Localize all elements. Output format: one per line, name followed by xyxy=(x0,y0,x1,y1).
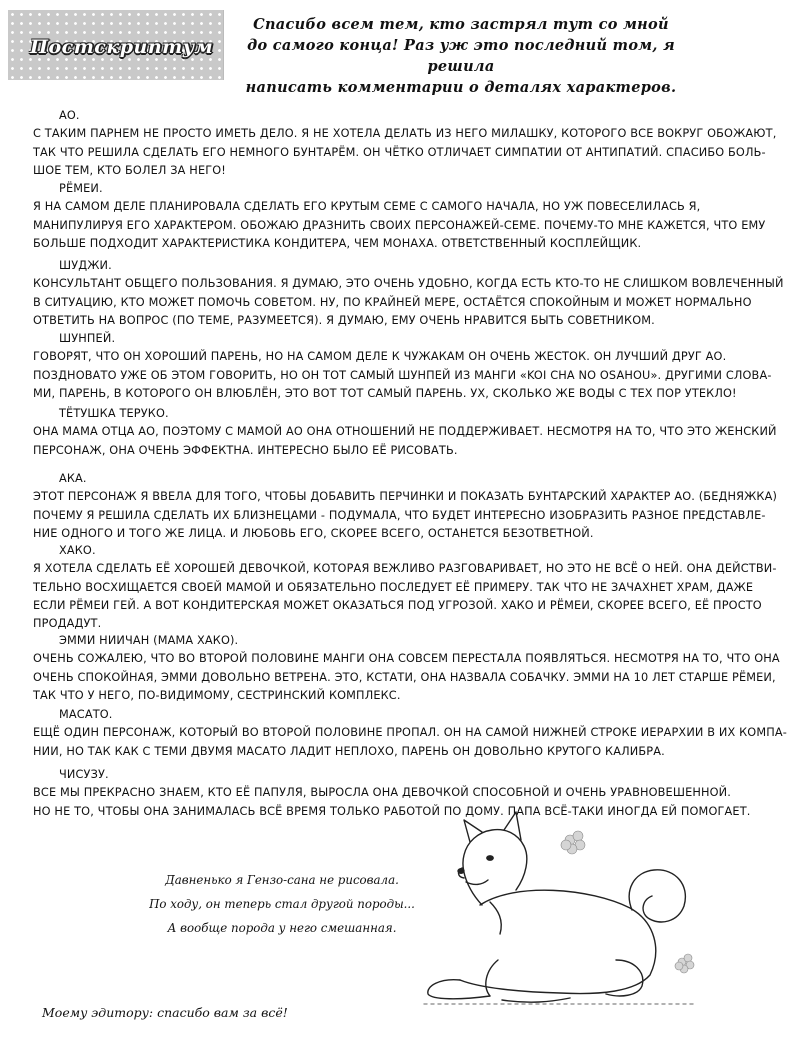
section-line: МИ, ПАРЕНЬ, В КОТОРОГО ОН ВЛЮБЛЁН, ЭТО ВОТ ТОТ САМЫЙ ПАРЕНЬ. УХ, СКОЛЬКО ЖЕ ВОДЫ С ТЕХ ПОР УТЕКЛО! xyxy=(33,386,737,400)
section-line: В СИТУАЦИЮ, КТО МОЖЕТ ПОМОЧЬ СОВЕТОМ. НУ, ПО КРАЙНЕЙ МЕРЕ, ОСТАЁТСЯ СПОКОЙНЫМ И МОЖЕТ НОРМАЛЬНО xyxy=(33,295,752,309)
character-section-ryomei xyxy=(33,180,766,253)
section-line: ПОЧЕМУ Я РЕШИЛА СДЕЛАТЬ ИХ БЛИЗНЕЦАМИ - ПОДУМАЛА, ЧТО БУДЕТ ИНТЕРЕСНО ИЗОБРАЗИТЬ РАЗНОЕ ПРЕДСТАВЛЕ- xyxy=(33,508,766,522)
dog-illustration xyxy=(420,810,700,1010)
page-title: Постскриптум xyxy=(30,36,214,58)
section-line: ЭТОТ ПЕРСОНАЖ Я ВВЕЛА ДЛЯ ТОГО, ЧТОБЫ ДОБАВИТЬ ПЕРЧИНКИ И ПОКАЗАТЬ БУНТАРСКИЙ ХАРАКТЕР АО. (БЕДНЯЖКА) xyxy=(33,490,778,504)
thanks-line: написать комментарии о деталях характеров. xyxy=(245,79,677,96)
thanks-note xyxy=(232,14,690,98)
section-heading: ХАКО. xyxy=(59,544,96,557)
section-heading: ШУДЖИ. xyxy=(59,259,112,272)
character-section-hako xyxy=(33,542,777,633)
section-line: МАНИПУЛИРУЯ ЕГО ХАРАКТЕРОМ. ОБОЖАЮ ДРАЗНИТЬ СВОИХ ПЕРСОНАЖЕЙ-СЕМЕ. ПОЧЕМУ-ТО МНЕ КАЖЕТСЯ, ЧТО ЕМУ xyxy=(33,218,766,232)
section-line: ПЕРСОНАЖ, ОНА ОЧЕНЬ ЭФФЕКТНА. ИНТЕРЕСНО БЫЛО ЕЁ РИСОВАТЬ. xyxy=(33,443,458,457)
section-line: ШОЕ ТЕМ, КТО БОЛЕЛ ЗА НЕГО! xyxy=(33,163,226,177)
character-section-teruko xyxy=(33,405,777,460)
section-line: ТАК ЧТО У НЕГО, ПО-ВИДИМОМУ, СЕСТРИНСКИЙ КОМПЛЕКС. xyxy=(33,688,401,702)
character-section-masato xyxy=(33,706,787,761)
dog-caption-line: Давненько я Гензо-сана не рисовала. xyxy=(165,873,399,887)
section-line: ОЧЕНЬ СОЖАЛЕЮ, ЧТО ВО ВТОРОЙ ПОЛОВИНЕ МАНГИ ОНА СОВСЕМ ПЕРЕСТАЛА ПОЯВЛЯТЬСЯ. НЕСМОТРЯ НА ТО, ЧТО ОНА xyxy=(33,652,780,666)
section-line: ОЧЕНЬ СПОКОЙНАЯ, ЭММИ ДОВОЛЬНО ВЕТРЕНА. ЭТО, КСТАТИ, ОНА НАЗВАЛА СОБАЧКУ. ЭММИ НА 10 ЛЕТ СТАРШЕ РЁМЕИ, xyxy=(33,670,776,684)
section-line: ПРОДАДУТ. xyxy=(33,617,102,631)
section-heading: ШУНПЕЙ. xyxy=(59,332,116,345)
title-banner xyxy=(8,10,224,80)
character-section-ao xyxy=(33,107,777,180)
section-line: Я НА САМОМ ДЕЛЕ ПЛАНИРОВАЛА СДЕЛАТЬ ЕГО КРУТЫМ СЕМЕ С САМОГО НАЧАЛА, НО УЖ ПОВЕСЕЛИЛАСЬ Я, xyxy=(33,200,701,214)
section-line: ВСЕ МЫ ПРЕКРАСНО ЗНАЕМ, КТО ЕЁ ПАПУЛЯ, ВЫРОСЛА ОНА ДЕВОЧКОЙ СПОСОБНОЙ И ОЧЕНЬ УРАВНОВЕШЕННОЙ. xyxy=(33,786,732,800)
section-heading: МАСАТО. xyxy=(59,708,113,721)
section-line: НИИ, НО ТАК КАК С ТЕМИ ДВУМЯ МАСАТО ЛАДИТ НЕПЛОХО, ПАРЕНЬ ОН ДОВОЛЬНО КРУТОГО КАЛИБРА. xyxy=(33,744,665,758)
character-section-shunpei xyxy=(33,330,772,403)
dog-caption xyxy=(148,868,416,940)
thanks-line: до самого конца! Раз уж это последний том, я решила xyxy=(247,37,675,75)
section-heading: ТЁТУШКА ТЕРУКО. xyxy=(59,407,169,420)
section-line: ПОЗДНОВАТО УЖЕ ОБ ЭТОМ ГОВОРИТЬ, НО ОН ТОТ САМЫЙ ШУНПЕЙ ИЗ МАНГИ «KOI CHA NO OSAHOU». ДРУГИМИ СЛОВА- xyxy=(33,368,772,382)
section-heading: АО. xyxy=(59,109,80,122)
section-line: ТЕЛЬНО ВОСХИЩАЕТСЯ СВОЕЙ МАМОЙ И ОБЯЗАТЕЛЬНО ПОСЛЕДУЕТ ЕЁ ПРИМЕРУ. ТАК ЧТО НЕ ЗАЧАХНЕТ ХРАМ, ДАЖЕ xyxy=(33,580,754,594)
thanks-line: Спасибо всем тем, кто застрял тут со мной xyxy=(253,16,669,33)
character-section-shuji xyxy=(33,257,784,330)
editor-note: Моему эдитору: спасибо вам за всё! xyxy=(42,1005,288,1020)
section-line: ТАК ЧТО РЕШИЛА СДЕЛАТЬ ЕГО НЕМНОГО БУНТАРЁМ. ОН ЧЁТКО ОТЛИЧАЕТ СИМПАТИИ ОТ АНТИПАТИЙ. СПАСИБО БОЛЬ- xyxy=(33,145,766,159)
section-line: БОЛЬШЕ ПОДХОДИТ ХАРАКТЕРИСТИКА КОНДИТЕРА, ЧЕМ МОНАХА. ОТВЕТСТВЕННЫЙ КОСПЛЕЙЩИК. xyxy=(33,236,642,250)
section-heading: ЭММИ НИИЧАН (МАМА ХАКО). xyxy=(59,634,239,647)
section-line: НО НЕ ТО, ЧТОБЫ ОНА ЗАНИМАЛАСЬ ВСЁ ВРЕМЯ ТОЛЬКО РАБОТОЙ ПО ДОМУ. ПАПА ВСЁ-ТАКИ ИНОГДА ЕЙ ПОМОГАЕТ. xyxy=(33,804,751,818)
character-section-aka xyxy=(33,470,778,543)
section-line: С ТАКИМ ПАРНЕМ НЕ ПРОСТО ИМЕТЬ ДЕЛО. Я НЕ ХОТЕЛА ДЕЛАТЬ ИЗ НЕГО МИЛАШКУ, КОТОРОГО ВСЕ ВОКРУГ ОБОЖАЮТ, xyxy=(33,127,777,141)
section-heading: РЁМЕИ. xyxy=(59,182,103,195)
section-line: ЕЩЁ ОДИН ПЕРСОНАЖ, КОТОРЫЙ ВО ВТОРОЙ ПОЛОВИНЕ ПРОПАЛ. ОН НА САМОЙ НИЖНЕЙ СТРОКЕ ИЕРАРХИИ В ИХ КОМПА- xyxy=(33,726,787,740)
section-line: ОНА МАМА ОТЦА АО, ПОЭТОМУ С МАМОЙ АО ОНА ОТНОШЕНИЙ НЕ ПОДДЕРЖИВАЕТ. НЕСМОТРЯ НА ТО, ЧТО ЭТО ЖЕНСКИЙ xyxy=(33,425,777,439)
character-section-emmi xyxy=(33,632,780,705)
section-line: Я ХОТЕЛА СДЕЛАТЬ ЕЁ ХОРОШЕЙ ДЕВОЧКОЙ, КОТОРАЯ ВЕЖЛИВО РАЗГОВАРИВАЕТ, НО ЭТО НЕ ВСЁ О НЕЙ. ОНА ДЕЙСТВИ- xyxy=(33,562,777,576)
section-heading: ЧИСУЗУ. xyxy=(59,768,109,781)
section-line: КОНСУЛЬТАНТ ОБЩЕГО ПОЛЬЗОВАНИЯ. Я ДУМАЮ, ЭТО ОЧЕНЬ УДОБНО, КОГДА ЕСТЬ КТО-ТО НЕ СЛИШКОМ ВОВЛЕЧЕННЫЙ xyxy=(33,277,784,291)
section-heading: АКА. xyxy=(59,472,87,485)
section-line: ОТВЕТИТЬ НА ВОПРОС (ПО ТЕМЕ, РАЗУМЕЕТСЯ). Я ДУМАЮ, ЕМУ ОЧЕНЬ НРАВИТСЯ БЫТЬ СОВЕТНИКОМ. xyxy=(33,313,655,327)
dog-caption-line: По ходу, он теперь стал другой породы... xyxy=(149,897,415,911)
dog-caption-line: А вообще порода у него смешанная. xyxy=(167,921,397,935)
section-line: ЕСЛИ РЁМЕИ ГЕЙ. А ВОТ КОНДИТЕРСКАЯ МОЖЕТ ОКАЗАТЬСЯ ПОД УГРОЗОЙ. ХАКО И РЁМЕИ, СКОРЕЕ ВСЕГО, ЕЁ ПРОСТО xyxy=(33,598,762,612)
section-line: ГОВОРЯТ, ЧТО ОН ХОРОШИЙ ПАРЕНЬ, НО НА САМОМ ДЕЛЕ К ЧУЖАКАМ ОН ОЧЕНЬ ЖЕСТОК. ОН ЛУЧШИЙ ДРУГ АО. xyxy=(33,350,727,364)
section-line: НИЕ ОДНОГО И ТОГО ЖЕ ЛИЦА. И ЛЮБОВЬ ЕГО, СКОРЕЕ ВСЕГО, ОСТАНЕТСЯ БЕЗОТВЕТНОЙ. xyxy=(33,526,594,540)
